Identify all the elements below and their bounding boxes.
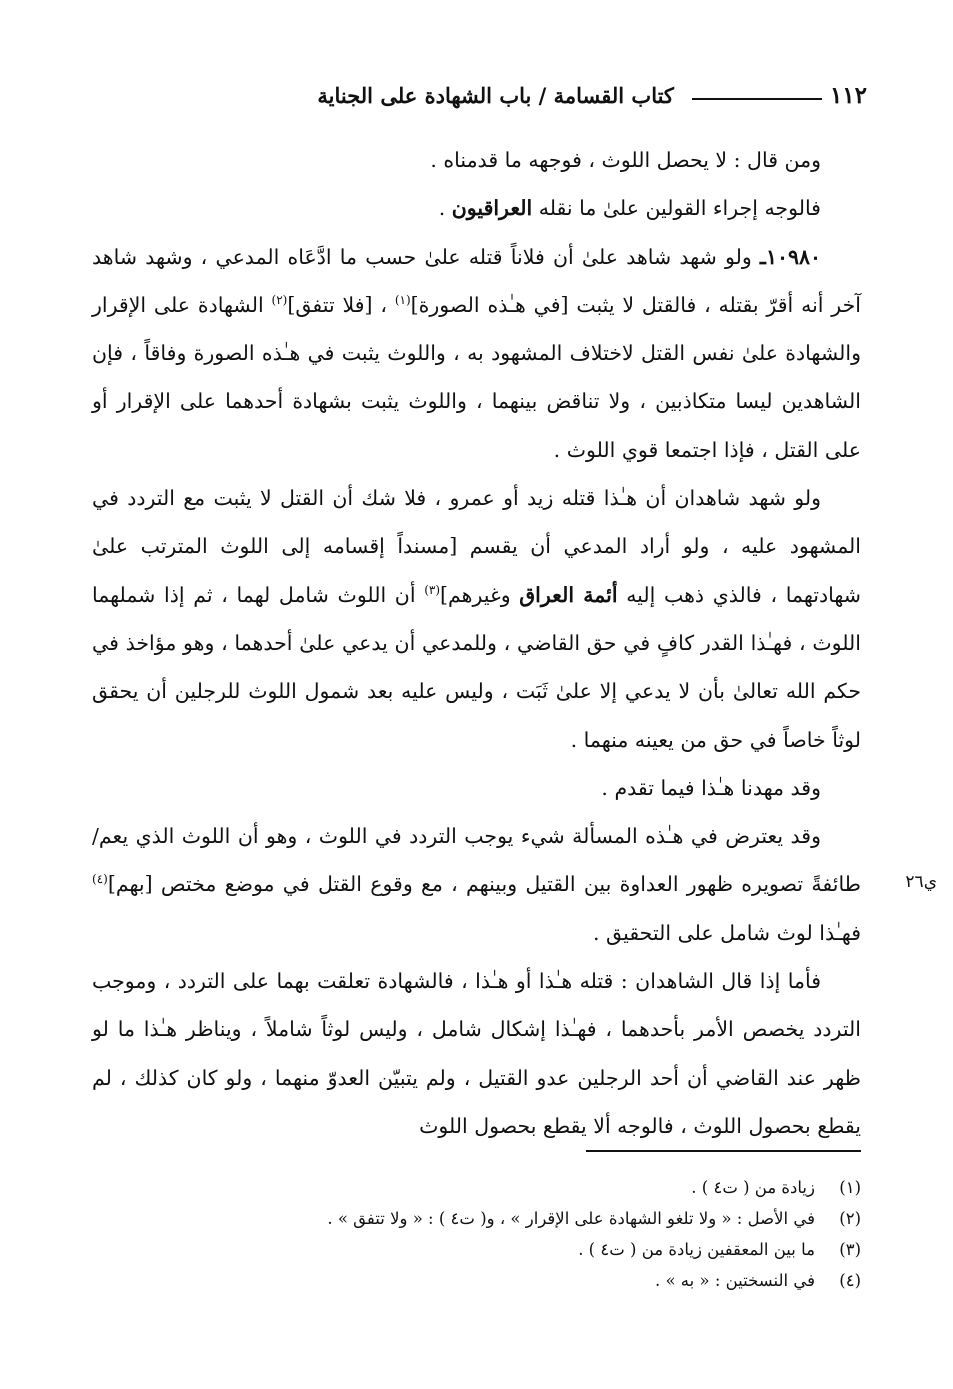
paragraph-6-text-a: وقد يعترض في هـٰذه المسألة شيء يوجب التردد في اللوث ، وهو أن اللوث الذي يعم/ طائفةً تصويره ظهور العداوة بين القتيل وبينهم ، مع وقوع القتل في موضع مختص [بهم] <box>92 824 861 897</box>
footnotes <box>92 1172 861 1296</box>
bold-term-aimmat-al-iraq: أئمة العراق <box>519 582 618 607</box>
footnote-number: (٣) <box>839 1240 861 1259</box>
footnote-text: في النسختين : « به » . <box>654 1271 815 1290</box>
paragraph-2-text-a: فالوجه إجراء القولين علىٰ ما نقله <box>532 196 821 221</box>
paragraph-3-text-d: الشهادة على الإقرار والشهادة علىٰ نفس القتل لاختلاف المشهود به ، واللوث يثبت في هـٰذه الصورة وفاقاً ، فإن الشاهدين ليسا متكاذبين ، ولا تناقض بينهما ، واللوث يثبت بشهادة أحدهما على الإقرار أو على القتل ، فإذا اجتمعا قوي اللوث . <box>92 292 861 462</box>
paragraph-6-text-b: فهـٰذا لوث شامل على التحقيق . <box>593 920 861 945</box>
margin-manuscript-marker: ي٢٦ <box>905 872 937 892</box>
header-rule <box>692 98 822 100</box>
paragraph-4-text-a: ولو شهد شاهدان أن هـٰذا قتله زيد أو عمرو ، فلا شك أن القتل لا يثبت مع التردد في المشهود عليه ، ولو أراد المدعي أن يقسم [مسنداً إقسامه إلى اللوث المترتب علىٰ شهادتهما ، فالذي ذهب إليه <box>92 486 861 607</box>
paragraph-2-text-c: . <box>438 196 452 221</box>
footnote-ref-1: (١) <box>394 293 411 308</box>
footnote-item <box>92 1203 861 1234</box>
paragraph-3-text-c: ، [فلا تتفق] <box>287 292 395 317</box>
paragraph-6 <box>92 812 861 957</box>
footnote-number: (٤) <box>839 1271 861 1290</box>
paragraph-3 <box>92 233 861 474</box>
issue-number: ١٠٩٨٠ـ <box>759 244 821 269</box>
footnote-number: (٢) <box>839 1209 861 1228</box>
footnote-ref-2: (٢) <box>271 293 288 308</box>
footnote-item <box>92 1234 861 1265</box>
footnote-ref-4: (٤) <box>92 872 108 887</box>
paragraph-5 <box>92 764 861 812</box>
bold-term-iraqiyyun: العراقيون <box>451 196 533 221</box>
paragraph-2 <box>92 184 861 232</box>
paragraph-3-text-b: ولو شهد شاهد علىٰ أن فلاناً قتله علىٰ حسب ما ادَّعَاه المدعي ، وشهد شاهد آخر أنه أقرّ بقتله ، فالقتل لا يثبت [في هـٰذه الصورة] <box>92 244 861 317</box>
page-number: ١١٢ <box>829 81 867 109</box>
footnote-number: (١) <box>839 1178 861 1197</box>
running-header <box>86 78 867 112</box>
paragraph-4-text-c: وغيرهم] <box>440 582 520 607</box>
footnote-ref-3: (٣) <box>424 582 441 597</box>
paragraph-7-text: فأما إذا قال الشاهدان : قتله هـٰذا أو هـٰذا ، فالشهادة تعلقت بهما على التردد ، وموجب التردد يخصص الأمر بأحدهما ، فهـٰذا إشكال شامل ، وليس لوثاً شاملاً ، ويناظر هـٰذا ما لو ظهر عند القاضي أن أحد الرجلين عدو القتيل ، ولم يتبيّن العدوّ منهما ، ولو كان كذلك ، لم يقطع بحصول اللوث ، فالوجه ألا يقطع بحصول اللوث <box>92 969 861 1138</box>
footnote-item <box>92 1172 861 1203</box>
paragraph-7 <box>92 957 861 1150</box>
paragraph-1-text: ومن قال : لا يحصل اللوث ، فوجهه ما قدمناه . <box>430 148 821 172</box>
footnote-text: في الأصل : « ولا تلغو الشهادة على الإقرار » ، و( ت٤ ) : « ولا تتفق » . <box>327 1209 815 1228</box>
paragraph-4-text-d: أن اللوث شامل لهما ، ثم إذا شملهما اللوث ، فهـٰذا القدر كافٍ في حق القاضي ، وللمدعي أن يدعي علىٰ أحدهما ، وهو مؤاخذ في حكم الله تعالىٰ بأن لا يدعي إلا علىٰ ثَبَت ، وليس عليه بعد شمول اللوث للرجلين أن يحقق لوثاً خاصاً في حق من يعينه منهما . <box>92 582 861 752</box>
footnote-text: زيادة من ( ت٤ ) . <box>691 1178 815 1197</box>
paragraph-4 <box>92 474 861 764</box>
paragraph-1 <box>92 136 861 184</box>
header-title: كتاب القسامة / باب الشهادة على الجناية <box>317 82 674 108</box>
footnote-separator <box>586 1150 861 1152</box>
footnote-text: ما بين المعقفين زيادة من ( ت٤ ) . <box>578 1240 815 1259</box>
main-text <box>92 136 861 1150</box>
paragraph-5-text: وقد مهدنا هـٰذا فيما تقدم . <box>601 775 821 800</box>
footnote-item <box>92 1265 861 1296</box>
